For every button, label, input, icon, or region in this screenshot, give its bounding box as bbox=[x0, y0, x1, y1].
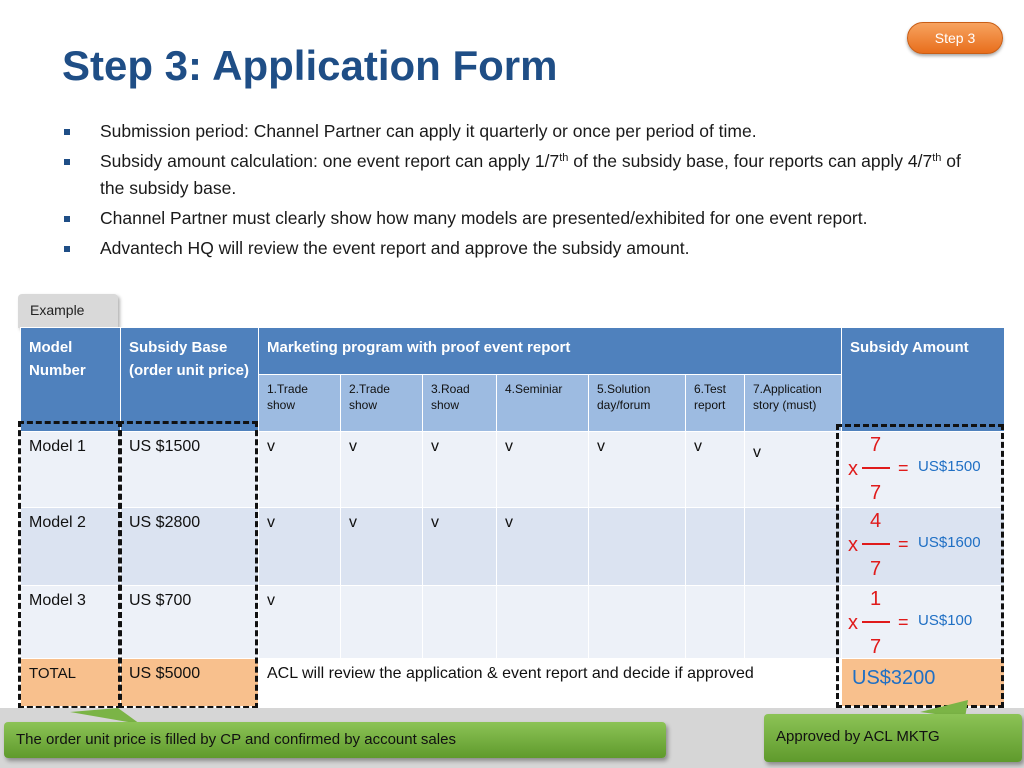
mark-cell: v bbox=[589, 432, 686, 508]
program-test-report: 6.Test report bbox=[686, 375, 745, 432]
left-callout-text: The order unit price is filled by CP and confirmed by account sales bbox=[16, 731, 456, 748]
mark-cell: v bbox=[259, 508, 341, 586]
mark-cell: v bbox=[259, 432, 341, 508]
mark-cell: v bbox=[259, 586, 341, 659]
subsidy-amount-value: US$1600 bbox=[918, 534, 981, 551]
header-model-number: Model Number bbox=[21, 328, 121, 432]
mark-cell: v bbox=[423, 432, 497, 508]
model-cell: Model 2 bbox=[21, 508, 121, 586]
bullet-hq-review: Advantech HQ will review the event report and approve the subsidy amount. bbox=[64, 235, 984, 262]
model-cell: Model 1 bbox=[21, 432, 121, 508]
base-cell: US $2800 bbox=[121, 508, 259, 586]
program-trade-show-1: 1.Trade show bbox=[259, 375, 341, 432]
mark-cell: v bbox=[686, 432, 745, 508]
equals-sign: = bbox=[898, 612, 909, 632]
page-title: Step 3: Application Form bbox=[62, 42, 558, 89]
review-note: ACL will review the application & event report and decide if approved bbox=[259, 659, 842, 707]
header-marketing-program: Marketing program with proof event report bbox=[259, 328, 842, 375]
multiply-sign: x bbox=[848, 534, 859, 556]
fraction-denominator: 7 bbox=[870, 482, 882, 504]
step-badge: Step 3 bbox=[907, 22, 1003, 54]
total-label: TOTAL bbox=[21, 659, 121, 707]
program-solution-day: 5.Solution day/forum bbox=[589, 375, 686, 432]
equals-sign: = bbox=[898, 458, 909, 478]
bullet-submission-period: Submission period: Channel Partner can apply it quarterly or once per period of time. bbox=[64, 118, 984, 145]
mark-cell: v bbox=[497, 508, 589, 586]
fraction-denominator: 7 bbox=[870, 558, 882, 580]
fraction-numerator: 4 bbox=[870, 510, 882, 532]
bullet-subsidy-calculation: Subsidy amount calculation: one event report can apply 1/7th of the subsidy base, four reports can apply 4/7th of the subsidy base. bbox=[64, 148, 984, 202]
base-cell: US $1500 bbox=[121, 432, 259, 508]
program-application-story: 7.Application story (must) bbox=[745, 375, 842, 432]
total-base: US $5000 bbox=[121, 659, 259, 707]
right-callout bbox=[764, 714, 1022, 762]
fraction-numerator: 1 bbox=[870, 588, 882, 610]
mark-cell: v bbox=[341, 432, 423, 508]
total-subsidy-amount: US$3200 bbox=[842, 659, 1005, 707]
multiply-sign: x bbox=[848, 612, 859, 634]
subsidy-amount-value: US$1500 bbox=[918, 458, 981, 475]
header-subsidy-amount: Subsidy Amount bbox=[842, 328, 1005, 432]
mark-cell: v bbox=[497, 432, 589, 508]
program-trade-show-2: 2.Trade show bbox=[341, 375, 423, 432]
fraction-denominator: 7 bbox=[870, 636, 882, 658]
multiply-sign: x bbox=[848, 458, 859, 480]
mark-cell: v bbox=[745, 432, 842, 508]
mark-cell: v bbox=[423, 508, 497, 586]
right-callout-text: Approved by ACL MKTG bbox=[776, 728, 940, 745]
left-callout bbox=[4, 722, 666, 758]
bullet-models-presented: Channel Partner must clearly show how many models are presented/exhibited for one event report. bbox=[64, 205, 984, 232]
header-subsidy-base: Subsidy Base (order unit price) bbox=[121, 328, 259, 432]
model-cell: Model 3 bbox=[21, 586, 121, 659]
subsidy-amount-value: US$100 bbox=[918, 612, 973, 629]
program-road-show: 3.Road show bbox=[423, 375, 497, 432]
program-seminar: 4.Seminiar bbox=[497, 375, 589, 432]
equals-sign: = bbox=[898, 534, 909, 554]
example-tab: Example bbox=[18, 294, 118, 328]
fraction-numerator: 7 bbox=[870, 434, 882, 456]
mark-cell: v bbox=[341, 508, 423, 586]
base-cell: US $700 bbox=[121, 586, 259, 659]
